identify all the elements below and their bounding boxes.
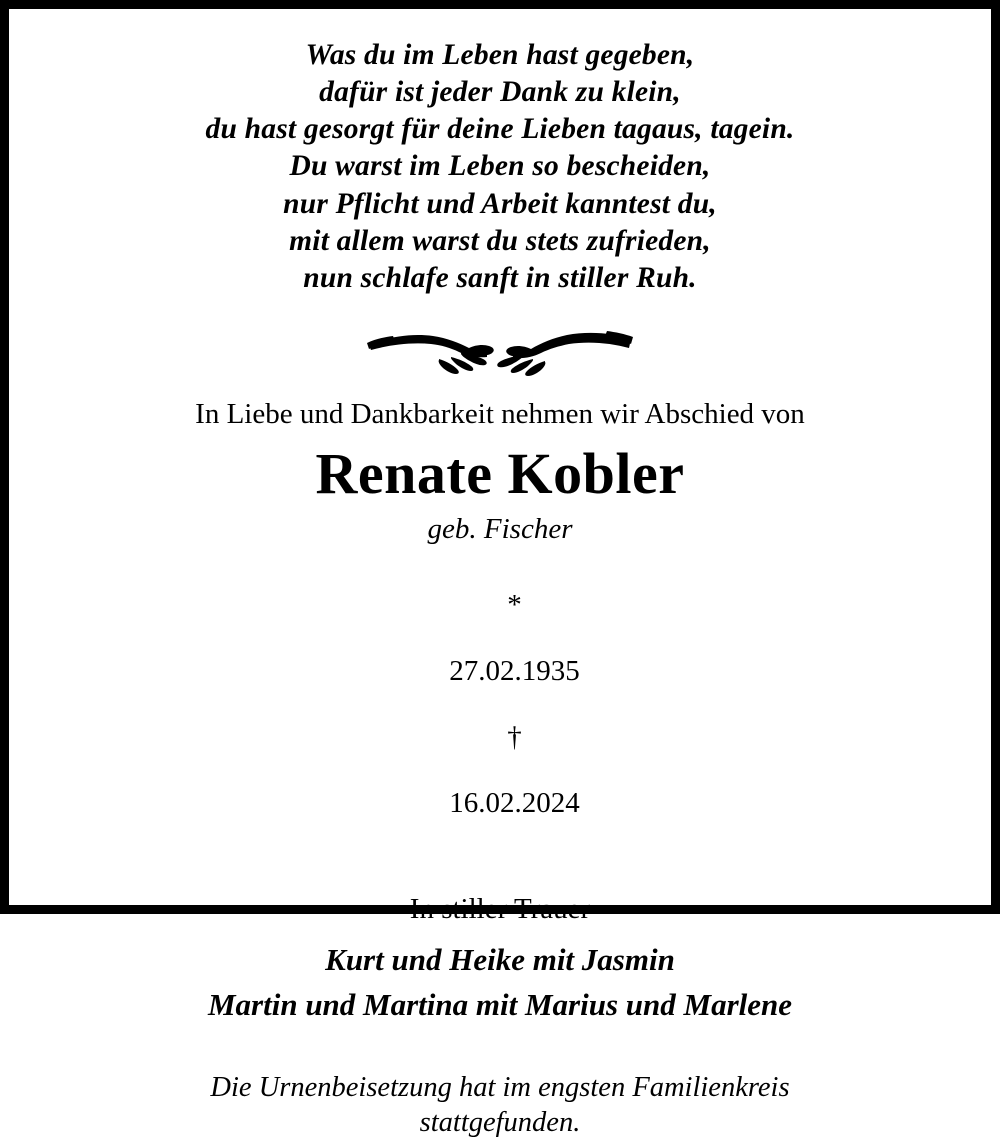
life-dates (420, 556, 580, 853)
funeral-note-line: stattgefunden. (419, 1107, 581, 1139)
mourners-block (208, 938, 792, 1028)
poem-line: nun schlafe sanft in stiller Ruh. (303, 261, 697, 294)
death-symbol: † (507, 720, 522, 753)
poem-line: Du warst im Leben so bescheiden, (289, 150, 711, 183)
mourner-line: Kurt und Heike mit Jasmin (325, 941, 675, 977)
intro-text: In Liebe und Dankbarkeit nehmen wir Abschied von (195, 398, 805, 431)
death-date: 16.02.2024 (449, 786, 580, 819)
mourner-line: Martin und Martina mit Marius und Marlene (207, 986, 793, 1022)
poem-line: mit allem warst du stets zufrieden, (289, 224, 711, 257)
poem-block (206, 37, 795, 297)
funeral-note (210, 1070, 789, 1141)
maiden-name: geb. Fischer (427, 512, 573, 545)
birth-symbol: * (507, 588, 522, 621)
poem-line: du hast gesorgt für deine Lieben tagaus, tagein. (205, 113, 795, 146)
poem-line: Was du im Leben hast gegeben, (305, 39, 695, 71)
birth-date: 27.02.1935 (449, 654, 580, 687)
poem-line: nur Pflicht und Arbeit kanntest du, (283, 187, 717, 220)
two-reaching-hands-icon (365, 315, 635, 385)
poem-line: dafür ist jeder Dank zu klein, (319, 76, 681, 109)
deceased-name: Renate Kobler (315, 440, 685, 506)
mourning-label: In stiller Trauer (409, 892, 591, 925)
funeral-note-line: Die Urnenbeisetzung hat im engsten Familienkreis (210, 1071, 790, 1103)
